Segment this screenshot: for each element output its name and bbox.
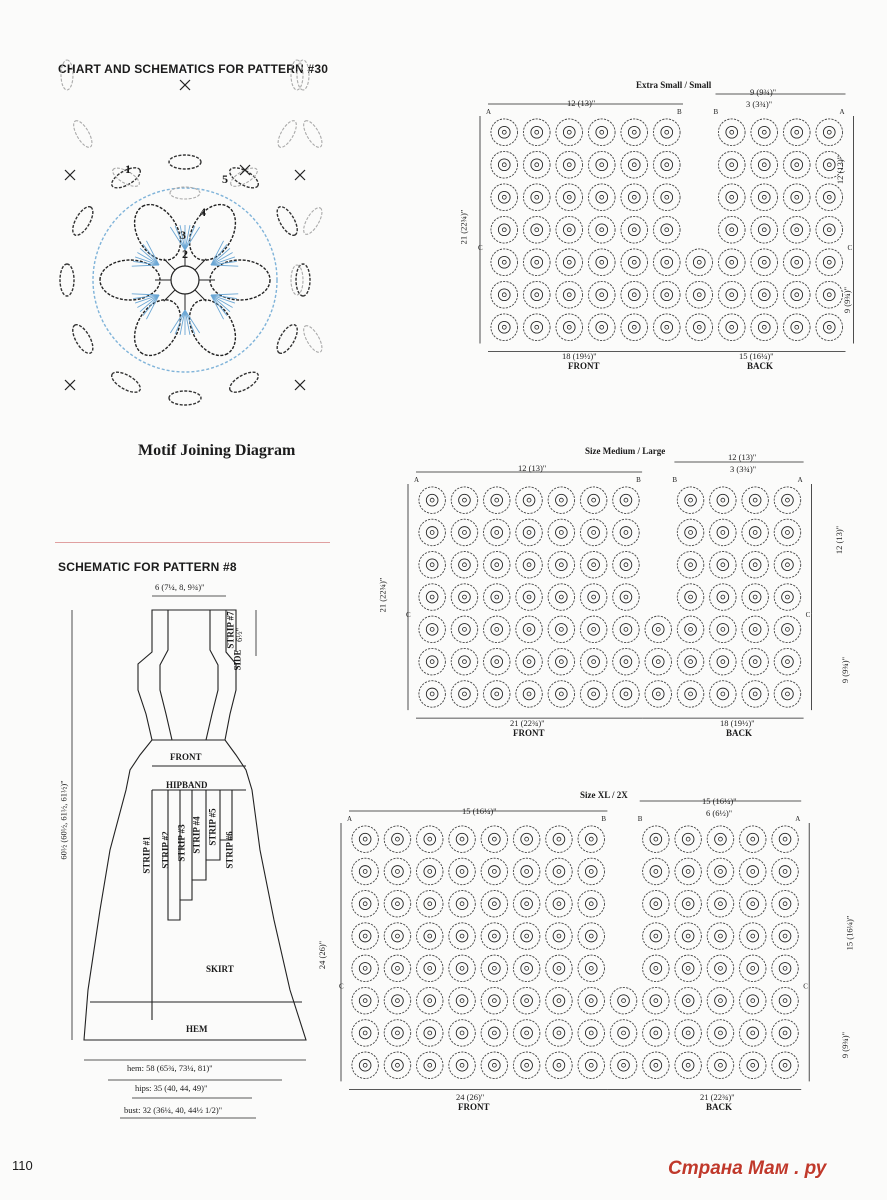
size-right-lower: 9 (9¾)"	[842, 286, 853, 314]
size-back-label: BACK	[747, 361, 774, 371]
size-right-lower: 9 (9¾)"	[840, 1031, 851, 1059]
size-right-upper: 12 (13)"	[834, 525, 845, 555]
corner-letter: C	[406, 611, 411, 620]
size-top-back-outer: 15 (16¼)"	[702, 796, 737, 806]
dress-label-front: FRONT	[170, 752, 202, 762]
dress-length: 60½ (60½, 61½, 61½)"	[58, 780, 69, 860]
corner-letter: B	[677, 108, 682, 116]
corner-letter: C	[478, 244, 483, 252]
size-bottom-front: 24 (26)"	[456, 1092, 485, 1102]
dress-hem-measurement: hem: 58 (65¾, 73¼, 81)"	[127, 1063, 213, 1073]
corner-letter: C	[847, 244, 853, 252]
corner-letter: A	[839, 108, 845, 116]
size-bottom-back: 21 (22¾)"	[700, 1092, 735, 1102]
size-top-back-inner: 3 (3¾)"	[730, 464, 757, 474]
dress-label-strip2: STRIP #2	[160, 831, 171, 869]
corner-letter: B	[713, 108, 719, 116]
size-top-front: 15 (16¼)"	[462, 806, 497, 816]
chart-title: CHART AND SCHEMATICS FOR PATTERN #30	[58, 62, 329, 76]
corner-letter: B	[636, 476, 641, 484]
motif-caption: Motif Joining Diagram	[138, 442, 296, 459]
dress-label-strip5: STRIP #5	[207, 808, 218, 846]
size-front-label: FRONT	[458, 1102, 490, 1112]
size-bottom-front: 18 (19½)"	[562, 351, 597, 361]
motif-grid	[339, 801, 809, 1089]
dress-label-strip3: STRIP #3	[176, 824, 187, 862]
size-bottom-back: 18 (19½)"	[720, 718, 755, 728]
corner-letter: A	[414, 476, 420, 484]
size-top-front: 12 (13)"	[518, 463, 547, 473]
size-title: Size XL / 2X	[580, 790, 628, 800]
motif-round-number: 5	[222, 172, 228, 186]
motif-round-number: 4	[200, 205, 206, 219]
corner-letter: B	[601, 815, 607, 823]
motif-grid	[406, 462, 812, 718]
motif-round-number: 2	[182, 247, 188, 261]
corner-letter: C	[803, 982, 808, 991]
size-right-lower: 9 (9¾)"	[840, 656, 851, 684]
dress-label-strip1: STRIP #1	[141, 836, 152, 874]
size-left-height: 21 (22¾)"	[377, 577, 388, 613]
dress-top-width: 6 (7¼, 8, 9¾)"	[155, 582, 205, 592]
size-left-height: 24 (26)"	[317, 940, 328, 970]
site-watermark: Страна Мам . ру	[668, 1158, 827, 1179]
dress-label-strip7: STRIP #7	[225, 611, 236, 649]
dress-label-strip6: STRIP #6	[224, 831, 235, 869]
size-back-label: BACK	[706, 1102, 733, 1112]
dress-label-strip4: STRIP #4	[191, 816, 202, 854]
corner-letter: B	[637, 815, 643, 823]
page-number: 110	[12, 1158, 33, 1173]
corner-letter: B	[672, 476, 678, 484]
size-front-label: FRONT	[513, 728, 545, 738]
size-right-upper: 12 (13)"	[835, 155, 846, 185]
size-bottom-front: 21 (22¾)"	[510, 718, 545, 728]
size-top-back-outer: 9 (9¾)"	[750, 87, 777, 97]
dress-label-hem: HEM	[186, 1024, 208, 1034]
corner-letter: C	[805, 611, 811, 620]
dress-hips-measurement: hips: 35 (40, 44, 49)"	[135, 1083, 208, 1093]
corner-letter: A	[486, 108, 492, 116]
corner-letter: A	[347, 815, 353, 823]
dress-label-hipband: HIPBAND	[166, 780, 208, 790]
schematic-title: SCHEMATIC FOR PATTERN #8	[58, 560, 237, 574]
motif-round-number: 3	[180, 228, 186, 242]
size-front-label: FRONT	[568, 361, 600, 371]
size-right-upper: 15 (16¼)"	[844, 915, 855, 951]
dress-label-skirt: SKIRT	[206, 964, 234, 974]
size-left-height: 21 (22¾)"	[458, 209, 469, 245]
size-bottom-back: 15 (16¼)"	[739, 351, 774, 361]
corner-letter: A	[797, 476, 803, 484]
size-top-back-outer: 12 (13)"	[728, 452, 757, 462]
corner-letter: A	[795, 815, 801, 823]
motif-grid	[478, 94, 854, 352]
motif-round-number: 1	[125, 162, 131, 176]
size-top-front: 12 (13)"	[567, 98, 596, 108]
dress-side-height: 6½"	[234, 627, 245, 643]
size-title: Extra Small / Small	[636, 80, 712, 90]
dress-label-side: SIDE	[232, 649, 243, 671]
size-title: Size Medium / Large	[585, 446, 666, 456]
dress-bust-measurement: bust: 32 (36¼, 40, 44½ 1/2)"	[124, 1105, 223, 1115]
size-back-label: BACK	[726, 728, 753, 738]
size-top-back-inner: 3 (3¾)"	[746, 99, 773, 109]
corner-letter: C	[339, 982, 344, 991]
size-top-back-inner: 6 (6½)"	[706, 808, 733, 818]
